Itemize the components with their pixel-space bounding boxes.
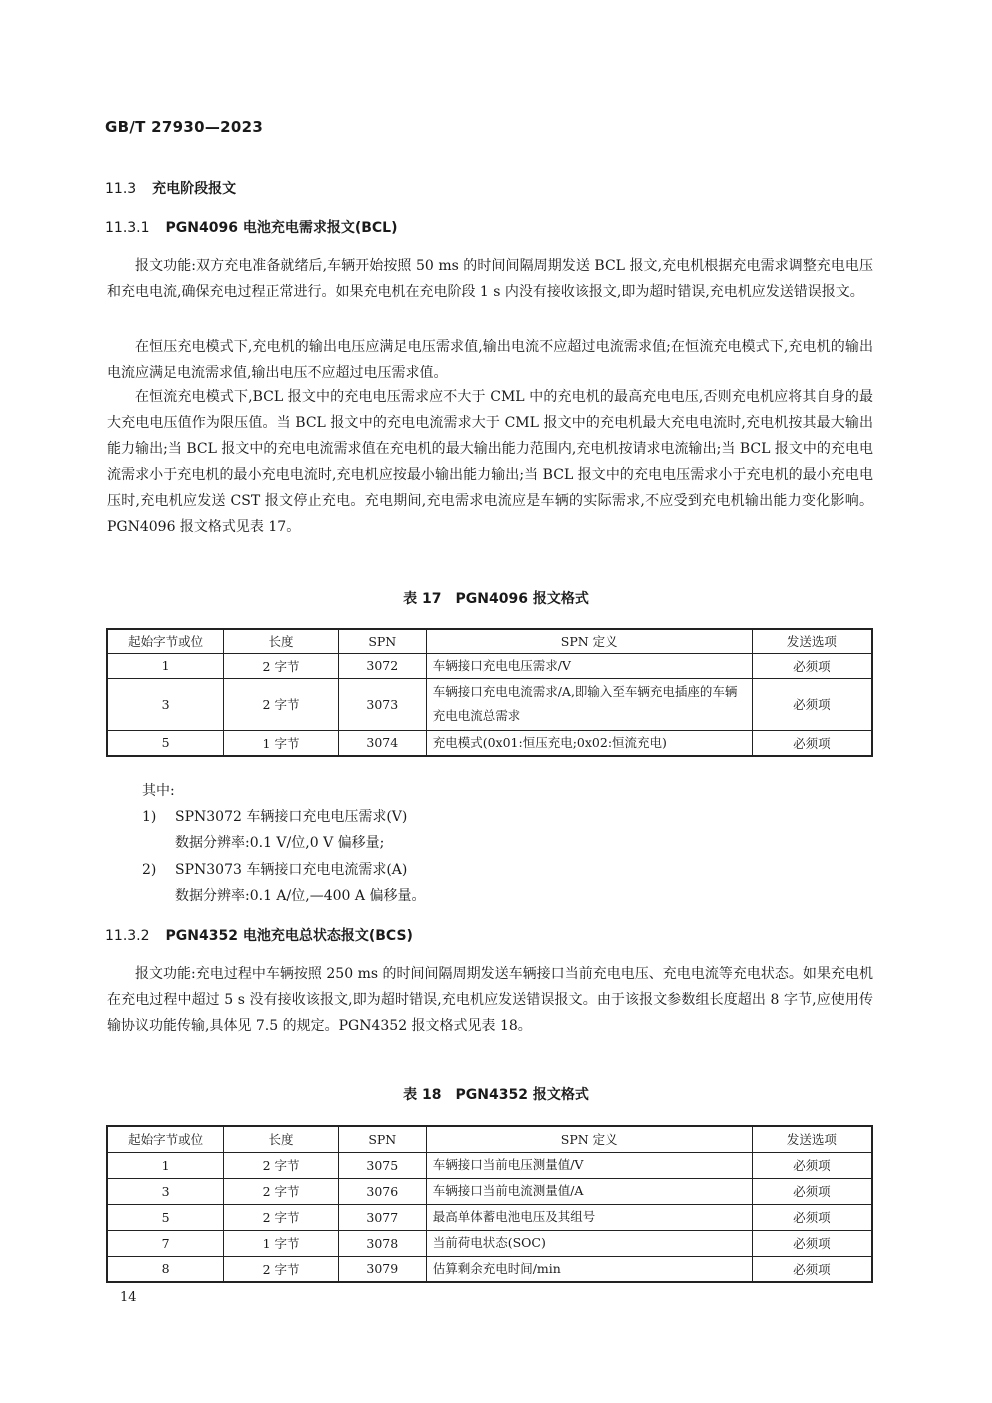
header-cell: SPN 定义 [426, 1126, 752, 1152]
paragraph-bcl-constant-current: 在恒流充电模式下,BCL 报文中的充电电压需求应不大于 CML 中的充电机的最高充电电压,否则充电机应将其自身的最大充电电压值作为限压值。当 BCL 报文中的充电电流需求大于 CML 报文中的充电机最大充电电流时,充电机按其最大输出能力输出;当 BCL 报文中的充电电流需求值在充电机的最大输出能力范围内,充电机按请求电流输出;当 BCL 报文中的充电电流需求小于充电机的最小充电电流时,充电机应按最小输出能力输出;当 BCL 报文中的充电电压需求小于充电机的最小充电电压时,充电机应发送 CST 报文停止充电。充电期间,充电需求电流应是车辆的实际需求,不应受到充电机输出能力变化影响。PGN4096 报文格式见表 17。 [107, 389, 873, 535]
table-label: 表 18 [403, 1087, 442, 1103]
table-header-row [107, 1126, 872, 1152]
table-row [107, 1178, 872, 1204]
table-cell: 必须项 [752, 730, 872, 756]
table-cell: 1 字节 [224, 730, 339, 756]
table-cell: 2 字节 [224, 1152, 339, 1178]
table-cell: 车辆接口充电电压需求/V [426, 653, 752, 678]
header-cell: 起始字节或位 [107, 629, 224, 653]
section-number: 11.3.1 [105, 220, 150, 236]
note-1-detail: 数据分辨率:0.1 V/位,0 V 偏移量; [175, 835, 385, 851]
table-label: 表 17 [403, 591, 442, 607]
table-cell: 充电模式(0x01:恒压充电;0x02:恒流充电) [426, 730, 752, 756]
header-cell: 发送选项 [752, 629, 872, 653]
table-cell: 2 字节 [224, 1204, 339, 1230]
table-cell: 必须项 [752, 1152, 872, 1178]
table-cell: 3078 [338, 1230, 426, 1256]
note-1-mark: 1) [142, 809, 157, 825]
notes-intro: 其中: [142, 783, 175, 799]
table-cell: 车辆接口当前电流测量值/A [426, 1178, 752, 1204]
table-cell: 3075 [338, 1152, 426, 1178]
table-cell: 2 字节 [224, 1178, 339, 1204]
header-cell: SPN [338, 629, 426, 653]
table-cell: 必须项 [752, 1204, 872, 1230]
table-cell: 3072 [338, 653, 426, 678]
table-cell: 估算剩余充电时间/min [426, 1256, 752, 1282]
table-cell: 必须项 [752, 678, 872, 730]
table-cell: 3076 [338, 1178, 426, 1204]
table-cell: 2 字节 [224, 678, 339, 730]
header-cell: 长度 [224, 1126, 339, 1152]
note-2-mark: 2) [142, 862, 157, 878]
table-cell: 当前荷电状态(SOC) [426, 1230, 752, 1256]
section-number: 11.3 [105, 181, 137, 197]
table-17-caption [0, 588, 992, 608]
table-cell: 必须项 [752, 1230, 872, 1256]
table-cell: 3077 [338, 1204, 426, 1230]
note-2-detail: 数据分辨率:0.1 A/位,—400 A 偏移量。 [175, 888, 426, 904]
table-cell: 3 [107, 678, 224, 730]
header-cell: SPN 定义 [426, 629, 752, 653]
note-1-title: SPN3072 车辆接口充电电压需求(V) [175, 809, 408, 825]
table-cell: 2 字节 [224, 653, 339, 678]
table-cell: 3 [107, 1178, 224, 1204]
table-row [107, 1256, 872, 1282]
table-cell: 5 [107, 1204, 224, 1230]
page-number: 14 [120, 1290, 137, 1305]
table-cell: 最高单体蓄电池电压及其组号 [426, 1204, 752, 1230]
header-cell: 发送选项 [752, 1126, 872, 1152]
section-number: 11.3.2 [105, 928, 150, 944]
paragraph-bcl-modes: 在恒压充电模式下,充电机的输出电压应满足电压需求值,输出电流不应超过电流需求值;在恒流充电模式下,充电机的输出电流应满足电流需求值,输出电压不应超过电压需求值。 [107, 339, 873, 381]
table-row [107, 730, 872, 756]
header-cell: 长度 [224, 629, 339, 653]
paragraph-bcl-function: 报文功能:双方充电准备就绪后,车辆开始按照 50 ms 的时间间隔周期发送 BCL 报文,充电机根据充电需求调整充电电压和充电电流,确保充电过程正常进行。如果充电机在充电阶段 1 s 内没有接收该报文,即为超时错误,充电机应发送错误报文。 [107, 258, 873, 300]
table-row [107, 678, 872, 730]
table-cell: 3079 [338, 1256, 426, 1282]
table-row [107, 1230, 872, 1256]
header-cell: 起始字节或位 [107, 1126, 224, 1152]
table-header-row [107, 629, 872, 653]
table-cell: 必须项 [752, 1256, 872, 1282]
table-row [107, 653, 872, 678]
table-18 [106, 1125, 873, 1283]
table-18-caption [0, 1084, 992, 1104]
table-cell: 5 [107, 730, 224, 756]
table-cell: 1 [107, 653, 224, 678]
section-heading-11-3-2 [105, 925, 413, 945]
table-17 [106, 628, 873, 757]
table-title: PGN4096 报文格式 [455, 591, 589, 607]
header-cell: SPN [338, 1126, 426, 1152]
note-2-title: SPN3073 车辆接口充电电流需求(A) [175, 862, 408, 878]
table-cell: 8 [107, 1256, 224, 1282]
table-cell: 必须项 [752, 653, 872, 678]
table-cell: 2 字节 [224, 1256, 339, 1282]
table-cell: 车辆接口充电电流需求/A,即输入至车辆充电插座的车辆充电电流总需求 [426, 678, 752, 730]
section-heading-11-3 [105, 178, 236, 198]
table-row [107, 1152, 872, 1178]
section-title: PGN4096 电池充电需求报文(BCL) [165, 220, 398, 236]
table-cell: 1 [107, 1152, 224, 1178]
table-cell: 必须项 [752, 1178, 872, 1204]
section-title: PGN4352 电池充电总状态报文(BCS) [165, 928, 413, 944]
standard-code: GB/T 27930—2023 [105, 118, 264, 136]
table-row [107, 1204, 872, 1230]
paragraph-bcs-function: 报文功能:充电过程中车辆按照 250 ms 的时间间隔周期发送车辆接口当前充电电压、充电电流等充电状态。如果充电机在充电过程中超过 5 s 没有接收该报文,即为超时错误,充电机应发送错误报文。由于该报文参数组长度超出 8 字节,应使用传输协议功能传输,具体见 7.5 的规定。PGN4352 报文格式见表 18。 [107, 966, 873, 1034]
section-title: 充电阶段报文 [152, 181, 237, 197]
table-cell: 3073 [338, 678, 426, 730]
section-heading-11-3-1 [105, 217, 398, 237]
table-cell: 1 字节 [224, 1230, 339, 1256]
table-cell: 3074 [338, 730, 426, 756]
table-cell: 车辆接口当前电压测量值/V [426, 1152, 752, 1178]
table-title: PGN4352 报文格式 [455, 1087, 589, 1103]
table-cell: 7 [107, 1230, 224, 1256]
